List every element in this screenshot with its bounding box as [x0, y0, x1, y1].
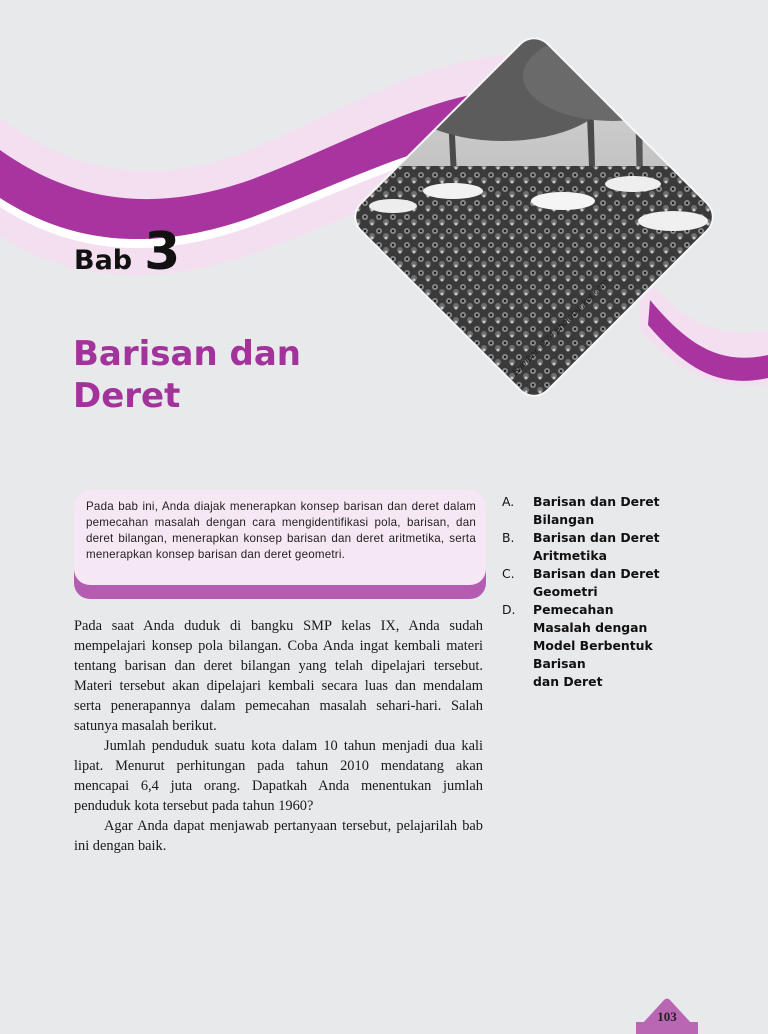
toc-line: Pemecahan: [533, 602, 614, 617]
toc-line: Aritmetika: [533, 548, 607, 563]
chapter-number: 3: [144, 222, 181, 282]
chapter-word: Bab: [74, 245, 133, 276]
toc-item: [502, 565, 702, 601]
intro-text: Pada bab ini, Anda diajak menerapkan konsep barisan dan deret dalam pemecahan masalah dengan cara mengidentifikasi pola, barisan, dan deret bilangan, menerapkan konsep barisan dan deret aritmetika, serta menerapkan konsep barisan dan deret geometri.: [86, 500, 476, 561]
page-number: 103: [657, 1009, 677, 1024]
toc-line: Barisan dan Deret: [533, 494, 660, 509]
photo-credit: Sumber: i174.photobucket.com: [510, 277, 611, 378]
toc-line: dan Deret: [533, 674, 603, 689]
toc-line: Barisan dan Deret: [533, 530, 660, 545]
chapter-contents: [502, 493, 702, 691]
toc-letter: D.: [502, 602, 516, 617]
toc-letter: A.: [502, 494, 515, 509]
paragraph: Pada saat Anda duduk di bangku SMP kelas IX, Anda sudah mempelajari konsep pola bilangan. Coba Anda ingat kembali materi tentang barisan dan deret bilangan yang telah dipelajari tersebut. Materi tersebut akan dipelajari kembali secara luas dan mendalam serta penerapannya dalam pemecahan masalah sehari-hari. Salah satunya masalah berikut.: [74, 618, 483, 734]
toc-line: Geometri: [533, 584, 598, 599]
toc-line: Model Berbentuk: [533, 638, 653, 653]
toc-letter: B.: [502, 530, 515, 545]
chapter-label: [74, 222, 180, 282]
toc-item: [502, 493, 702, 529]
toc-line: Barisan dan Deret: [533, 566, 660, 581]
toc-letter: C.: [502, 566, 515, 581]
paragraph: Agar Anda dapat menjawab pertanyaan tersebut, pelajarilah bab ini dengan baik.: [74, 818, 483, 854]
toc-item: [502, 529, 702, 565]
toc-item: [502, 601, 702, 691]
toc-line: Barisan: [533, 656, 586, 671]
toc-line: Masalah dengan: [533, 620, 648, 635]
chapter-title-line: Barisan dan: [73, 334, 301, 374]
body-text: [74, 616, 483, 856]
chapter-title: [73, 333, 301, 417]
chapter-title-line: Deret: [73, 376, 181, 416]
paragraph: Jumlah penduduk suatu kota dalam 10 tahun menjadi dua kali lipat. Menurut perhitungan pada tahun 2010 mendatang akan mencapai 6,4 juta orang. Dapatkah Anda menentukan jumlah penduduk kota tersebut pada tahun 1960?: [74, 738, 483, 814]
toc-line: Bilangan: [533, 512, 595, 527]
